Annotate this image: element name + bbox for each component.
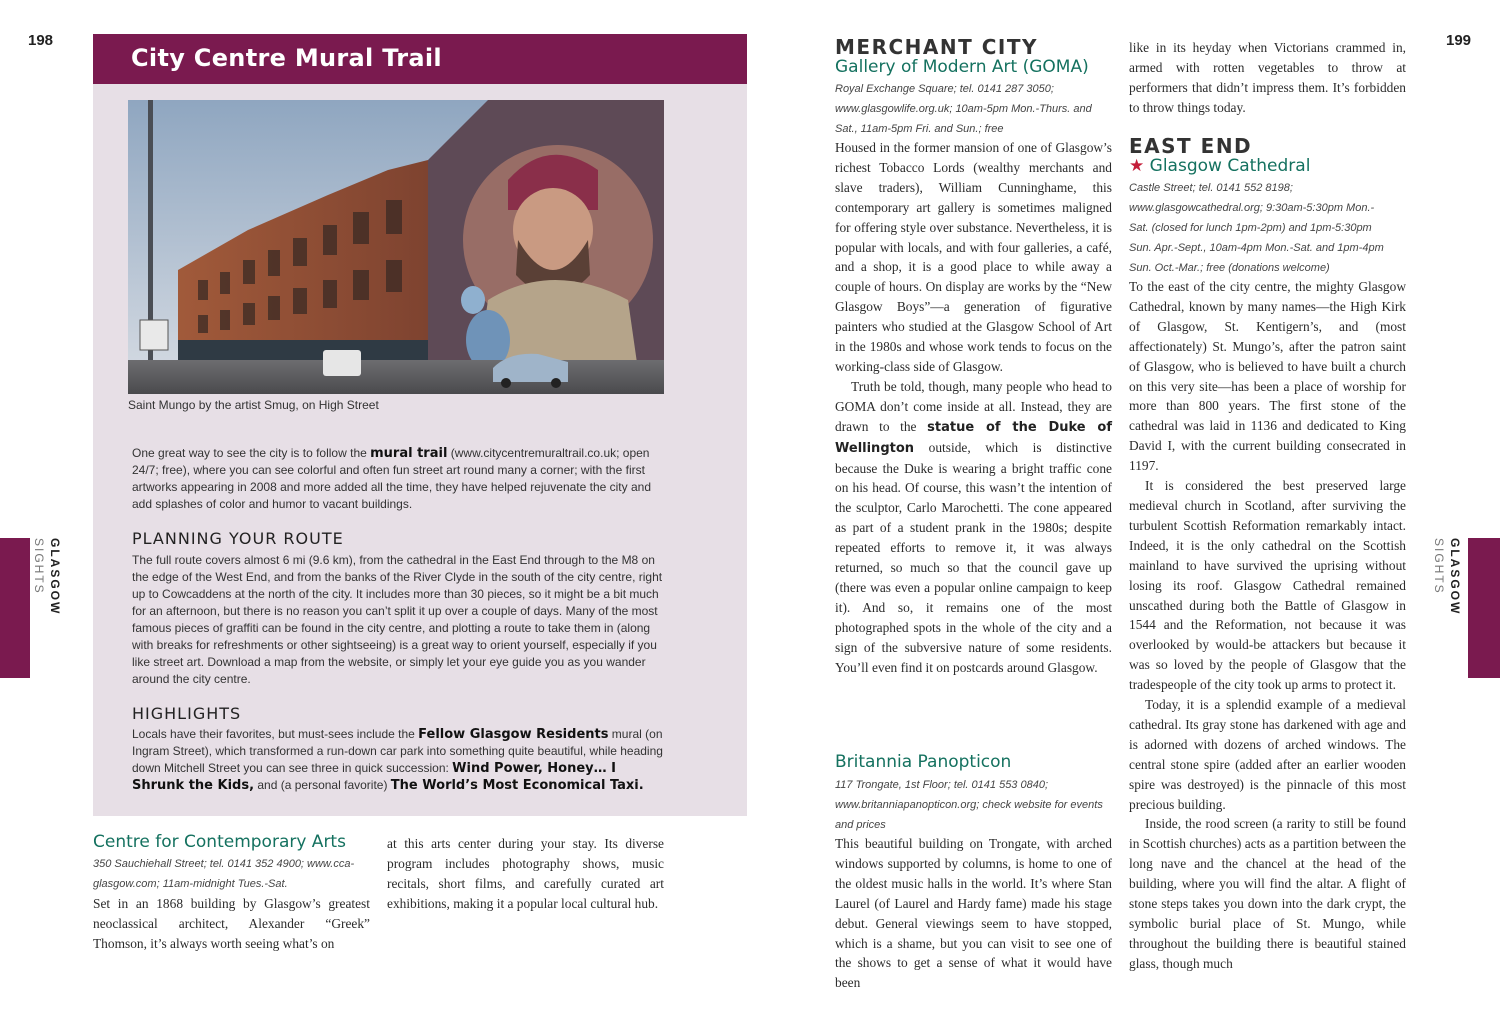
side-tab-left	[0, 538, 30, 678]
goma-para-2	[835, 377, 1112, 678]
cathedral-para-3: Today, it is a splendid example of a medieval cathedral. Its gray stone has darkened with age and is adorned with dozens of arched windows. The central stone spire (added after an earlier wooden spire was destroyed) is the pinnacle of this most precious building.	[1129, 697, 1406, 812]
mural-photo	[128, 100, 664, 394]
britannia-title: Britannia Panopticon	[835, 752, 1012, 772]
cca-para-a: Set in an 1868 building by Glasgow’s greatest neoclassical architect, Alexander “Greek” Thomson, it’s always worth seeing what’s on	[93, 896, 370, 951]
star-icon: ★	[1129, 156, 1145, 176]
page-number-left: 198	[28, 32, 54, 49]
wellington-bold: statue of the Duke of Wellington	[835, 419, 1113, 456]
side-section-label-right: SIGHTS	[1432, 538, 1446, 595]
goma-info: Royal Exchange Square; tel. 0141 287 3050; www.glasgowlife.org.uk; 10am-5pm Mon.-Thurs. and Sat., 11am-5pm Fri. and Sun.; free	[835, 83, 1092, 135]
cathedral-para-1: To the east of the city centre, the mighty Glasgow Cathedral, known by many names—the High Kirk of Glasgow, St. Kentigern’s, and (most affectionately) St. Mungo’s, after the patron saint of Glasgow, who is believed to have built a church on this very site—has been a place of worship for more than 800 years. The first stone of the cathedral was laid in 1136 and dedicated to King David I, with the current building consecrated in 1197.	[1129, 279, 1406, 474]
intro-text: One great way to see the city is to follow the	[132, 446, 371, 460]
cathedral-para-4: Inside, the rood screen (a rarity to still be found in Scottish churches) acts as a partition between the long nave and the chancel at the head of the building, where you will find the altar. A flight of stone steps takes you down into the dark crypt, the symbolic burial place of St. Mungo, while throughout the building there is beautiful stained glass, though much	[1129, 816, 1406, 971]
britannia-body	[835, 834, 1112, 993]
hl-text-2: mural (on Ingram Street), which transformed a run-down car park into something quite beautiful, while heading down Mitchell Street you can see three in quick succession:	[132, 727, 663, 775]
feature-box	[93, 34, 747, 816]
highlights-heading: HIGHLIGHTS	[132, 704, 242, 723]
cathedral-title-wrap	[1129, 156, 1310, 176]
britannia-para: This beautiful building on Trongate, with arched windows supported by columns, is home to one of the oldest music halls in the world. It’s where Stan Laurel (of Laurel and Hardy fame) made his stage debut. General viewings seem to have stopped, which is a shame, but you can visit to see one of the shows to get a sense of what it would have been	[835, 836, 1112, 991]
photo-caption: Saint Mungo by the artist Smug, on High Street	[128, 398, 379, 412]
cca-text-b	[387, 834, 664, 914]
goma-title: Gallery of Modern Art (GOMA)	[835, 57, 1089, 77]
side-city-label-right: GLASGOW	[1448, 538, 1462, 616]
cathedral-para-2: It is considered the best preserved large medieval church in Scotland, after surviving the turbulent Scottish Reformation remarkably intact. Indeed, it is the only cathedral on the Scottish mainland to have survived the uprising without losing its roof. Glasgow Cathedral remained unscathed during both the Battle of Glasgow in 1544 and the Reformation, not because it was overlooked by would-be attackers but because it was so loved by the people of Glasgow that the tradespeople of the city took up arms to protect it.	[1129, 478, 1406, 693]
hl-bold-3: The World’s Most Economical Taxi.	[390, 778, 644, 793]
side-city-left-wrap	[48, 538, 62, 615]
side-tab-right	[1468, 538, 1500, 678]
cca-para-b: at this arts center during your stay. Its diverse program includes photography shows, music recitals, short films, and carefully curated art exhibitions, making it a popular local cultural hub.	[387, 836, 664, 911]
side-city-right-wrap	[1448, 538, 1462, 615]
cca-title: Centre for Contemporary Arts	[93, 832, 346, 852]
east-end-heading: EAST END	[1129, 134, 1253, 158]
feature-title: City Centre Mural Trail	[131, 44, 442, 72]
merchant-city-heading: MERCHANT CITY	[835, 35, 1038, 59]
goma-p2-pre: Truth be told, though, many people who head to GOMA don’t come inside at all. Instead, they are drawn to the	[835, 378, 1112, 434]
cathedral-body	[1129, 277, 1406, 974]
intro-bold: mural trail	[370, 446, 448, 461]
intro-text-2: (www.citycentremuraltrail.co.uk; open 24/7; free), where you can see colorful and often fun street art round many a corner; with the first artworks appearing in 2008 and more added all the time, they have helped rejuvenate the city and add splashes of color and humor to vacant buildings.	[132, 446, 651, 511]
hl-text-3: and (a personal favorite)	[254, 778, 391, 792]
highlights-text	[132, 726, 666, 794]
side-city-label: GLASGOW	[48, 538, 62, 616]
planning-heading: PLANNING YOUR ROUTE	[132, 529, 344, 548]
side-label-right	[1432, 538, 1446, 595]
cathedral-info: Castle Street; tel. 0141 552 8198; www.glasgowcathedral.org; 9:30am-5:30pm Mon.-Sat. (closed for lunch 1pm-2pm) and 1pm-5:30pm Sun. Apr.-Sept., 10am-4pm Mon.-Sat. and 1pm-4pm Sun. Oct.-Mar.; free (donations welcome)	[1129, 182, 1384, 274]
goma-para-1: Housed in the former mansion of one of Glasgow’s richest Tobacco Lords (wealthy merchants and slave traders), William Cunninghame, this contemporary art gallery is sometimes maligned for offering style over substance. Nevertheless, it is popular with locals, and with four galleries, a café, and a shop, it is a good place to while away a couple of hours. On display are works by the “New Glasgow Boys”—a generation of figurative painters who studied at the Glasgow School of Art in the 1980s and whose work tends to focus on the working-class side of Glasgow.	[835, 140, 1112, 374]
cca-text-a	[93, 894, 370, 954]
cca-info: 350 Sauchiehall Street; tel. 0141 352 4900; www.cca-glasgow.com; 11am-midnight Tues.-Sat.	[93, 858, 355, 890]
side-section-label: SIGHTS	[32, 538, 46, 595]
hl-bold-1: Fellow Glasgow Residents	[418, 727, 609, 742]
britannia-cont	[1129, 38, 1406, 118]
page-number-right: 199	[1446, 32, 1472, 49]
planning-text: The full route covers almost 6 mi (9.6 km), from the cathedral in the East End through to the M8 on the edge of the West End, and from the banks of the River Clyde in the south of the city centre, right up to Cowcaddens at the north of the city. It includes more than 30 pieces, so it might be a bit much for an afternoon, but there is no reason you can’t split it up over a couple of days. Many of the most famous pieces of graffiti can be found in the city centre, and plotting a route to take them in (along with breaks for refreshments or other sightseeing) is a great way to orient yourself, especially if you like street art. Download a map from the website, or simply let your eye guide you as you wander around the city centre.	[132, 553, 663, 686]
feature-header	[93, 34, 747, 84]
goma-p2-post: outside, which is distinctive because the Duke is wearing a bright traffic cone on his head. Of course, this wasn’t the intention of the sculptor, Carlo Marochetti. The cone appeared as part of a student prank in the 1980s; despite repeated efforts to remove it, it was always returned, so much so that the council gave up (there was even a popular online campaign to keep it). And so, it remains one of the most photographed spots in the whole of the city and a sign of the subversive nature of some residents. You’ll even find it on postcards around Glasgow.	[835, 439, 1112, 675]
hl-text-1: Locals have their favorites, but must-sees include the	[132, 727, 419, 741]
britannia-info: 117 Trongate, 1st Floor; tel. 0141 553 0840; www.britanniapanopticon.org; check website for events and prices	[835, 779, 1103, 831]
cathedral-title: Glasgow Cathedral	[1149, 156, 1311, 176]
goma-body	[835, 138, 1112, 677]
feature-intro	[132, 445, 666, 513]
hl-bold-2: Wind Power, Honey… I Shrunk the Kids,	[132, 761, 617, 793]
britannia-cont-para: like in its heyday when Victorians crammed in, armed with rotten vegetables to throw at performers that didn’t impress them. It’s forbidden to throw things today.	[1129, 40, 1406, 115]
side-label-left	[32, 538, 46, 595]
